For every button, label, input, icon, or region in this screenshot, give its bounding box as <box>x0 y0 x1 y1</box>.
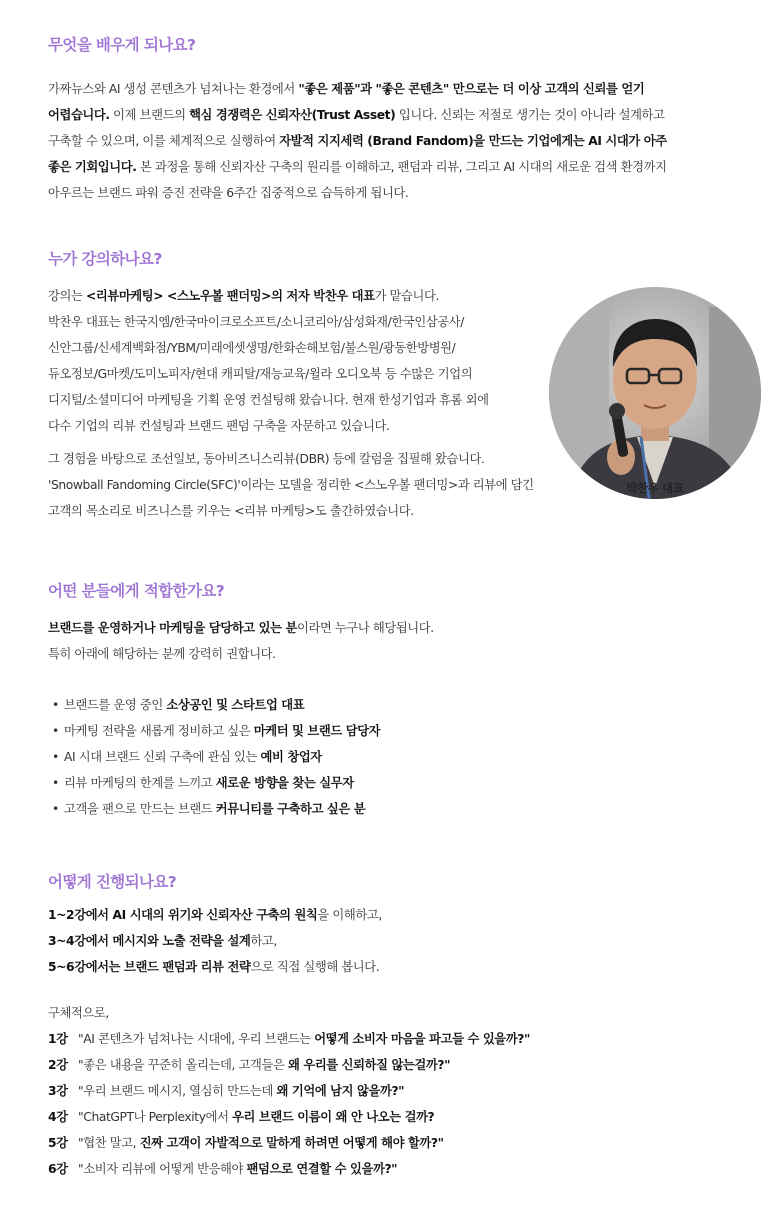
lesson-segment-bold: 왜 우리를 신뢰하질 않는걸까?" <box>287 1058 451 1072</box>
lesson-number: 6강 <box>48 1162 68 1176</box>
text-line <box>48 180 667 206</box>
lesson-number: 2강 <box>48 1058 68 1072</box>
section-heading-instructor: 누가 강의하나요? <box>48 250 162 268</box>
list-item <box>48 744 380 770</box>
text-segment-bold: 핵심 경쟁력은 신뢰자산(Trust Asset) <box>189 108 396 122</box>
text-segment-text: 하고, <box>250 934 277 948</box>
bullet-segment-text: 리뷰 마케팅의 한계를 느끼고 <box>64 776 216 790</box>
bullet-segment-text: 브랜드를 운영 중인 <box>64 698 167 712</box>
text-line <box>48 361 489 387</box>
text-line <box>48 902 382 928</box>
text-line <box>48 309 489 335</box>
text-segment-text: 본 과정을 통해 신뢰자산 구축의 원리를 이해하고, 팬덤과 리뷰, 그리고 AI 시대의 새로운 검색 환경까지 <box>136 160 667 174</box>
text-segment-bold: "좋은 제품"과 "좋은 콘텐츠" 만으로는 더 이상 고객의 신뢰를 얻기 <box>298 82 645 96</box>
list-item <box>48 692 380 718</box>
lesson-item <box>48 1052 530 1078</box>
text-segment-text: 강의는 <box>48 289 86 303</box>
text-segment-text: 'Snowball Fandoming Circle(SFC)'이라는 모델을 정리한 <스노우볼 팬더밍>과 리뷰에 담긴 <box>48 478 534 492</box>
how-it-works-intro-label: 구체적으로, <box>48 1006 109 1020</box>
bullet-icon: • <box>52 698 59 712</box>
text-line <box>48 128 667 154</box>
bullet-segment-text: 고객을 팬으로 만드는 브랜드 <box>64 802 216 816</box>
lesson-list <box>48 1026 530 1182</box>
text-segment-text: 디지털/소셜미디어 마케팅을 기획 운영 컨설팅해 왔습니다. 현재 한성기업과 휴롬 외에 <box>48 393 489 407</box>
text-segment-text: 아우르는 브랜드 파워 증진 전략을 6주간 집중적으로 습득하게 됩니다. <box>48 186 409 200</box>
bullet-icon: • <box>52 802 59 816</box>
text-segment-text: 다수 기업의 리뷰 컨설팅과 브랜드 팬덤 구축을 자문하고 있습니다. <box>48 419 390 433</box>
what-you-learn-paragraph <box>48 76 667 206</box>
text-segment-text: 듀오정보/G마켓/도미노피자/현대 캐피탈/재능교육/윌라 오디오북 등 수많은 기업의 <box>48 367 473 381</box>
text-line <box>48 335 489 361</box>
bullet-icon: • <box>52 750 59 764</box>
bullet-segment-text: 마케팅 전략을 새롭게 정비하고 싶은 <box>64 724 254 738</box>
text-segment-bold: 1~2강에서 AI 시대의 위기와 신뢰자산 구축의 원칙 <box>48 908 318 922</box>
text-line <box>48 283 489 309</box>
lesson-item <box>48 1078 530 1104</box>
text-segment-bold: 5~6강에서는 브랜드 팬덤과 리뷰 전략 <box>48 960 251 974</box>
bullet-segment-bold: 소상공인 및 스타트업 대표 <box>166 698 305 712</box>
bullet-segment-bold: 예비 창업자 <box>260 750 322 764</box>
text-line <box>48 641 434 667</box>
lesson-segment-text: "AI 콘텐츠가 넘쳐나는 시대에, 우리 브랜드는 <box>78 1032 315 1046</box>
bullet-segment-bold: 커뮤니티를 구축하고 싶은 분 <box>215 802 366 816</box>
lesson-segment-text: "ChatGPT나 Perplexity에서 <box>78 1110 233 1124</box>
bullet-icon: • <box>52 724 59 738</box>
instructor-portrait-image <box>549 287 761 499</box>
lesson-number: 5강 <box>48 1136 68 1150</box>
section-heading-target-audience: 어떤 분들에게 적합한가요? <box>48 582 225 600</box>
text-segment-text: 가짜뉴스와 AI 생성 콘텐츠가 넘쳐나는 환경에서 <box>48 82 299 96</box>
lesson-segment-text: "소비자 리뷰에 어떻게 반응해야 <box>78 1162 247 1176</box>
text-line <box>48 76 667 102</box>
list-item <box>48 770 380 796</box>
lesson-segment-bold: 팬덤으로 연결할 수 있을까?" <box>246 1162 398 1176</box>
lesson-item <box>48 1104 530 1130</box>
text-segment-bold: <리뷰마케팅> <스노우볼 팬더밍>의 저자 박찬우 대표 <box>85 289 375 303</box>
list-item <box>48 718 380 744</box>
text-segment-text: 입니다. 신뢰는 저절로 생기는 것이 아니라 설계하고 <box>395 108 665 122</box>
section-heading-how-it-works: 어떻게 진행되나요? <box>48 873 177 891</box>
text-segment-bold: 어렵습니다. <box>48 108 110 122</box>
text-line <box>48 954 382 980</box>
text-segment-text: 을 이해하고, <box>317 908 382 922</box>
target-audience-intro <box>48 615 434 667</box>
lesson-item <box>48 1130 530 1156</box>
lesson-segment-text: "좋은 내용을 꾸준히 올리는데, 고객들은 <box>78 1058 288 1072</box>
bullet-segment-text: AI 시대 브랜드 신뢰 구축에 관심 있는 <box>64 750 261 764</box>
text-line <box>48 413 489 439</box>
text-segment-text: 가 맡습니다. <box>374 289 439 303</box>
list-item <box>48 796 380 822</box>
text-segment-text: 이제 브랜드의 <box>109 108 190 122</box>
instructor-bio-paragraph <box>48 283 489 439</box>
lesson-segment-text: "협찬 말고, <box>78 1136 140 1150</box>
text-segment-text: 이라면 누구나 해당됩니다. <box>296 621 434 635</box>
text-line <box>48 154 667 180</box>
lesson-number: 4강 <box>48 1110 68 1124</box>
text-segment-text: 신안그룹/신세계백화점/YBM/미래에셋생명/한화손해보험/불스원/광동한방병원/ <box>48 341 456 355</box>
lesson-segment-bold: 우리 브랜드 이름이 왜 안 나오는 걸까? <box>232 1110 435 1124</box>
text-segment-bold: 좋은 기회입니다. <box>48 160 137 174</box>
lesson-number: 1강 <box>48 1032 68 1046</box>
bullet-icon: • <box>52 776 59 790</box>
text-segment-bold: 브랜드를 운영하거나 마케팅을 담당하고 있는 분 <box>48 621 297 635</box>
text-line <box>48 498 534 524</box>
text-line <box>48 615 434 641</box>
text-segment-text: 박찬우 대표는 한국지엠/한국마이크로소프트/소니코리아/삼성화재/한국인삼공사/ <box>48 315 465 329</box>
bullet-segment-bold: 마케터 및 브랜드 담당자 <box>253 724 381 738</box>
lesson-segment-bold: 어떻게 소비자 마음을 파고들 수 있을까?" <box>314 1032 531 1046</box>
lesson-segment-text: "우리 브랜드 메시지, 열심히 만드는데 <box>78 1084 277 1098</box>
text-segment-text: 구축할 수 있으며, 이를 체계적으로 실행하여 <box>48 134 280 148</box>
how-it-works-paragraph <box>48 902 382 980</box>
text-line <box>48 102 667 128</box>
instructor-publications-paragraph <box>48 446 534 524</box>
lesson-number: 3강 <box>48 1084 68 1098</box>
text-segment-text: 그 경험을 바탕으로 조선일보, 동아비즈니스리뷰(DBR) 등에 칼럼을 집필해 왔습니다. <box>48 452 485 466</box>
text-segment-text: 고객의 목소리로 비즈니스를 키우는 <리뷰 마케팅>도 출간하였습니다. <box>48 504 414 518</box>
text-line <box>48 387 489 413</box>
text-segment-text: 특히 아래에 해당하는 분께 강력히 권합니다. <box>48 647 276 661</box>
lesson-item <box>48 1156 530 1182</box>
lesson-segment-bold: 왜 기억에 남지 않을까?" <box>276 1084 405 1098</box>
text-segment-text: 으로 직접 실행해 봅니다. <box>250 960 380 974</box>
text-segment-bold: 3~4강에서 메시지와 노출 전략을 설계 <box>48 934 251 948</box>
instructor-photo <box>549 287 761 499</box>
lesson-item <box>48 1026 530 1052</box>
bullet-segment-bold: 새로운 방향을 찾는 실무자 <box>215 776 354 790</box>
section-heading-what-you-learn: 무엇을 배우게 되나요? <box>48 36 196 54</box>
lesson-segment-bold: 진짜 고객이 자발적으로 말하게 하려면 어떻게 해야 할까?" <box>139 1136 444 1150</box>
target-audience-list <box>48 692 380 822</box>
text-segment-bold: 자발적 지지세력 (Brand Fandom)을 만드는 기업에게는 AI 시대가 아주 <box>279 134 667 148</box>
instructor-photo-caption: 박찬우 대표 <box>626 481 684 495</box>
text-line <box>48 472 534 498</box>
text-line <box>48 446 534 472</box>
text-line <box>48 928 382 954</box>
